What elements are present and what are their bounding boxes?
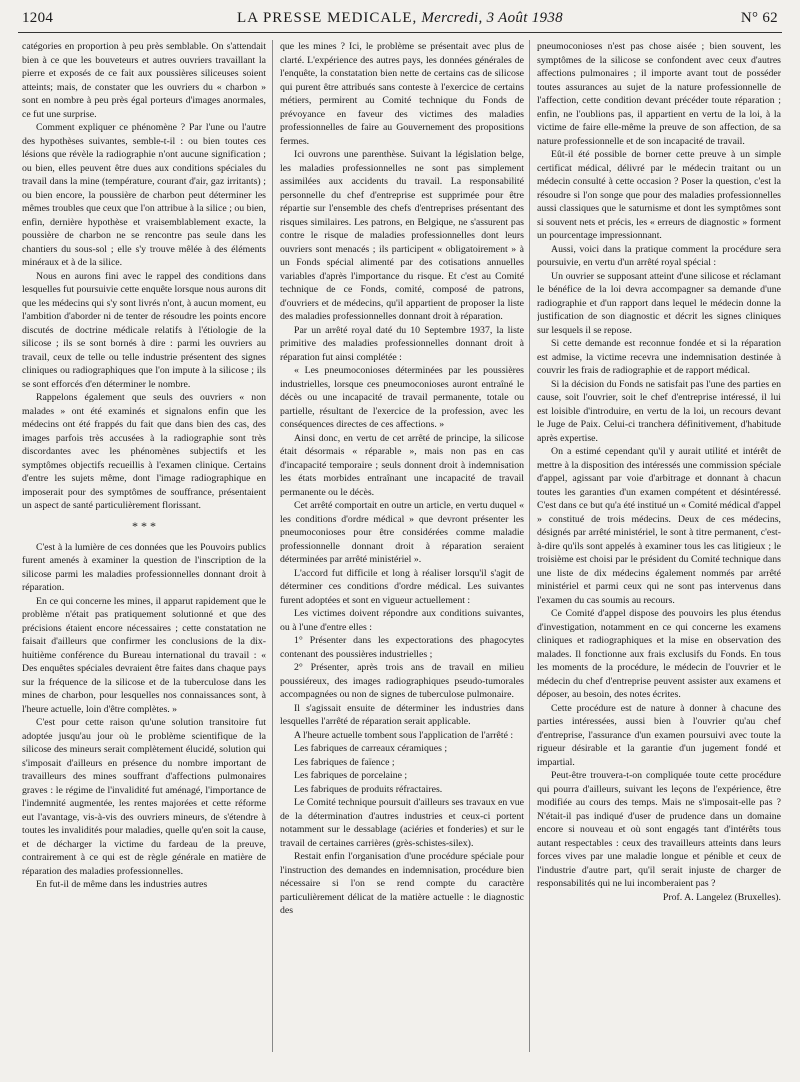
header-rule: [18, 32, 782, 33]
issue-number: N° 62: [740, 10, 778, 26]
publication-title: LA PRESSE MEDICALE,: [237, 10, 418, 26]
paragraph: Cet arrêté comportait en outre un article, en vertu duquel « les conditions d'ordre médical » que devront présenter les pneumoconioses pour être considérées comme maladie professionnelle donnant droit à réparation seraient déterminées par arrêté ministériel ».: [280, 500, 524, 565]
paragraph: Rappelons également que seuls des ouvriers « non malades » ont été examinés et signalons enfin que les médecins ont été frappés du fait que dans bien des cas, des images parfois très accusées à la radiographie sont très discordantes avec les phénomènes subjectifs et les symptômes objectifs recueillis à l'examen clinique. Certains d'entre les sujets même, dont l'image radiographique en imposerait pour des symptômes de souffrance, présentaient un aspect de santé particulièrement florissant.: [22, 392, 266, 511]
column-1: [22, 40, 266, 1070]
paragraph: Ici ouvrons une parenthèse. Suivant la législation belge, les maladies professionnelles ne sont pas simplement assimilées aux accidents du travail. La responsabilité personnelle du chef d'entreprise est supprimée pour être répartie sur l'ensemble des chefs d'entreprises présentant des risques similaires. Les patrons, en Belgique, ne s'assurent pas contre le risque de maladies professionnelles dont leurs ouvriers sont menacés ; ils participent « obligatoirement » à un Fonds spécial alimenté par des cotisations annuelles variables d'après l'importance du risque. Et c'est au Comité technique de ce Fonds, comité, composé de patrons, d'ouvriers et de médecins, qu'il appartient de proposer la liste des maladies professionnelles donnant droit à réparation.: [280, 149, 524, 322]
paragraph: On a estimé cependant qu'il y aurait utilité et intérêt de mettre à la disposition des intéressés une commission spéciale d'appel, agissant par voie d'arbitrage et donnant à chacun toutes les garanties d'un examen compétent et désintéressé. C'est dans ce but qu'a été institué un « Comité médical d'appel » constitué de trois médecins. Deux de ces médecins, désignés par arrêté ministériel, le sont à titre permanent, c'est-à-dire qu'ils sont appelés à examiner tous les cas litigieux ; le troisième est choisi par le président du Comité technique dans une liste de dix médecins également nommés par arrêté ministériel et parmi ceux qui ne sont pas intervenus dans l'examen du cas soumis au recours.: [537, 446, 781, 606]
paragraph: Si la décision du Fonds ne satisfait pas l'une des parties en cause, soit l'ouvrier, soit le chef d'entreprise intéressé, il lui est loisible d'introduire, en vertu de la loi, un recours devant le Juge de Paix. Celui-ci tranchera définitivement, d'habitude après expertise.: [537, 378, 781, 444]
column-divider: [529, 40, 530, 1052]
paragraph: Par un arrêté royal daté du 10 Septembre 1937, la liste primitive des maladies professionnelles donnant droit à réparation fut ainsi complétée :: [280, 324, 524, 363]
paragraph: Nous en aurons fini avec le rappel des conditions dans lesquelles fut poursuivie cette enquête lorsque nous aurons dit que les médecins qui s'y sont livrés n'ont, à aucun moment, eu l'ambition d'aborder ni de tenter de résoudre les points encore discutés de doctrine médicale relatifs à l'étiologie de la silicose ; ils se sont bornés à dire : parmi les ouvriers au travail, ceux de telle ou telle industrie présentent des signes cliniques ou radiographiques que l'on impute à la silicose ; ils se sont efforcés d'en déterminer le nombre.: [22, 270, 266, 390]
paragraph: Eût-il été possible de borner cette preuve à un simple certificat médical, délivré par le médecin traitant ou un médecin consulté à cette occasion ? Poser la question, c'est la résoudre si l'on songe que pour des maladies professionnelles aussi classiques que le saturnisme et dont les symptômes sont si souvent nets et précis, les « erreurs de diagnostic » forment un pourcentage impressionnant.: [537, 149, 781, 241]
author-signature: Prof. A. Langelez (Bruxelles).: [662, 891, 781, 903]
section-separator: * * *: [132, 518, 156, 533]
paragraph: Le Comité technique poursuit d'ailleurs ses travaux en vue de la détermination d'autres industries et ceux-ci portent notamment sur le dessablage (aciéries et fonderies) et sur le travail de certaines carrières (grès-schistes-silex).: [280, 797, 524, 849]
column-divider: [272, 40, 273, 1052]
paragraph: Les victimes doivent répondre aux conditions suivantes, ou à l'une d'entre elles :: [280, 608, 524, 633]
paragraph: Il s'agissait ensuite de déterminer les industries dans lesquelles l'arrêté de réparation serait applicable.: [280, 702, 524, 727]
paragraph: A l'heure actuelle tombent sous l'application de l'arrêté :: [294, 729, 514, 741]
masthead: [18, 10, 782, 27]
paragraph: En ce qui concerne les mines, il apparut rapidement que le problème n'était pas pratiquement solutionné et que des précisions étaient encore nécessaires ; cette constatation ne faisait d'ailleurs que confirmer les conclusions de la dix-huitième conférence du Bureau international du travail : « Des enquêtes spéciales devraient être faites dans chaque pays sur la fréquence de la silicose et de la tuberculose dans les mines de charbon, pour lesquelles nos connaissances sont, à l'heure actuelle, loin d'être complètes. »: [22, 595, 266, 715]
paragraph: Si cette demande est reconnue fondée et si la réparation est admise, la victime recevra une indemnisation destinée à couvrir les frais de radiographie et de rapport médical.: [537, 338, 781, 376]
paragraph: catégories en proportion à peu près semblable. On s'attendait bien à ce que les bouveteurs et autres ouvriers travaillant la pierre et exposés de ce fait aux poussières siliceuses soient atteints; mais, de constater que les ouvriers du « charbon » sont en nombre à peu près égal porteurs d'images anormales, ce fut une surprise.: [22, 41, 266, 120]
paragraph: C'est pour cette raison qu'une solution transitoire fut adoptée jusqu'au jour où le problème scientifique de la silicose des mineurs serait complètement élucidé, solution qui s'imposait d'ailleurs en présence du nombre important de travailleurs des mines souffrant d'affections pulmonaires graves : le régime de l'invalidité fut aménagé, l'importance de l'indemnité augmentée, les rentes majorées et cette réforme eut l'avantage, vis-à-vis des ouvriers mineurs, de s'étendre à toutes les invalidités pour maladies, quelle qu'en soit la cause, et de décharger la victime du fardeau de la preuve, contrairement à ce qui est de règle générale en matière de réparation des maladies professionnelles.: [22, 717, 266, 877]
industry-list-item: Les fabriques de produits réfractaires.: [294, 783, 443, 795]
paragraph: Restait enfin l'organisation d'une procédure spéciale pour l'instruction des demandes en indemnisation, procédure bien nécessaire si l'on se rend compte du caractère particulièrement délicat de la matière actuelle : le diagnostic des: [280, 851, 524, 916]
industry-list-item: Les fabriques de carreaux céramiques ;: [294, 743, 448, 754]
issue-date: Mercredi, 3 Août 1938: [421, 10, 563, 26]
paragraph: Peut-être trouvera-t-on compliquée toute cette procédure qui pourra d'ailleurs, suivant les leçons de l'expérience, être modifiée au cours des temps. Mais ne s'imposait-elle pas ? N'était-il pas indiqué d'user de prudence dans un domaine encore si nouveau et où sont engagés tant d'intérêts tous autant respectables : ceux des travailleurs atteints dans leurs forces vives par une maladie longue et pénible et ceux de l'industrie d'autre part, qu'il serait injuste de charger de responsabilités qui ne lui incomberaient pas ?: [537, 770, 781, 889]
paragraph: Ce Comité d'appel dispose des pouvoirs les plus étendus d'investigation, notamment en ce qui concerne les examens cliniques et radiographiques et la mise en observation des malades. Il fonctionne aux frais exclusifs du Fonds. En tous les moments de la procédure, le médecin de l'ouvrier et le médecin du chef d'entreprise peuvent assister aux examens et déposer, au besoin, des notes écrites.: [537, 608, 781, 700]
industry-list-item: Les fabriques de porcelaine ;: [294, 770, 408, 781]
paragraph: Aussi, voici dans la pratique comment la procédure sera poursuivie, en vertu d'un arrêté royal spécial :: [537, 243, 781, 268]
condition-item: 1° Présenter dans les expectorations des phagocytes contenant des poussières industrielles ;: [280, 635, 524, 660]
column-3: [537, 40, 781, 1070]
paragraph: que les mines ? Ici, le problème se présentait avec plus de clarté. L'expérience des autres pays, les données générales de l'enquête, la constatation bien nette de certains cas de silicose qui purent être attribués sans conteste à l'exercice de certains métiers, permirent au Comité technique du Fonds de prévoyance en faveur des victimes des maladies professionnelles de faire au Gouvernement des propositions fermes.: [280, 41, 524, 147]
industry-list-item: Les fabriques de faïence ;: [294, 756, 395, 768]
paragraph: « Les pneumoconioses déterminées par les poussières industrielles, lorsque ces pneumoconioses auront entraîné le décès ou une incapacité de travail permanente, totale ou partielle, résultant de l'exercice de la profession, avec les conséquences directes de ces affections. »: [280, 365, 524, 430]
paragraph: En fut-il de même dans les industries autres: [36, 879, 208, 890]
paragraph: L'accord fut difficile et long à réaliser lorsqu'il s'agit de déterminer ces conditions d'ordre médical. Les suivantes furent adoptées et sont en vigueur actuellement :: [280, 567, 524, 606]
column-2: [280, 40, 524, 1070]
paragraph: Ainsi donc, en vertu de cet arrêté de principe, la silicose était désormais « réparable », mais non pas en cas d'incapacité temporaire ; seuls donnent droit à indemnisation les états morbides entraînant une incapacité de travail permanente ou le décès.: [280, 432, 524, 498]
condition-item: 2° Présenter, après trois ans de travail en milieu poussiéreux, des images radiographiques pseudo-tumorales accompagnées ou non de signes de tuberculose pulmonaire.: [280, 662, 524, 700]
paragraph: pneumoconioses n'est pas chose aisée ; bien souvent, les symptômes de la silicose se confondent avec ceux d'autres affections pulmonaires ; il importe avant tout de posséder toutes assurances au sujet de la nature professionnelle de l'affection, cette condition devant précéder toute réparation ; enfin, ne l'oublions pas, il appartient en vertu de la loi, à la victime de faire elle-même la preuve de son affection, de sa nature professionnelle et de son incapacité de travail.: [537, 41, 781, 147]
page-number: 1204: [22, 10, 54, 26]
page-header: [18, 6, 782, 32]
paragraph: C'est à la lumière de ces données que les Pouvoirs publics furent amenés à examiner la question de l'inscription de la silicose parmi les maladies professionnelles donnant droit à réparation.: [22, 541, 266, 593]
paragraph: Un ouvrier se supposant atteint d'une silicose et réclamant le bénéfice de la loi devra accompagner sa demande d'une radiographie et d'un rapport dans lequel le médecin donne la justification de son diagnostic et décrit les signes cliniques sur lesquels il se repose.: [537, 270, 781, 336]
paragraph: Comment expliquer ce phénomène ? Par l'une ou l'autre des hypothèses suivantes, semble-t-il : ou bien toutes ces lésions que révèle la radiographie n'ont aucune signification ; ou bien, elles peuvent être dues aux conditions spéciales du travail dans la mine (température, courant d'air, gaz irritants) ; ou bien encore, la poussière de charbon peut déterminer les mêmes troubles que ceux que l'on attribue à la silice ; ou bien, enfin, dernière hypothèse et vraisemblablement exacte, la poussière de charbon ne se rencontre pas seule dans les chantiers du sous-sol ; elle s'y trouve mêlée à des éléments minéraux et à de la silice.: [22, 122, 266, 268]
paragraph: Cette procédure est de nature à donner à chacune des parties intéressées, aussi bien à l'ouvrier qu'au chef d'entreprise, l'assurance d'un examen poursuivi avec toute la rigueur désirable et la garantie d'un jugement fondé et impartial.: [537, 702, 781, 768]
